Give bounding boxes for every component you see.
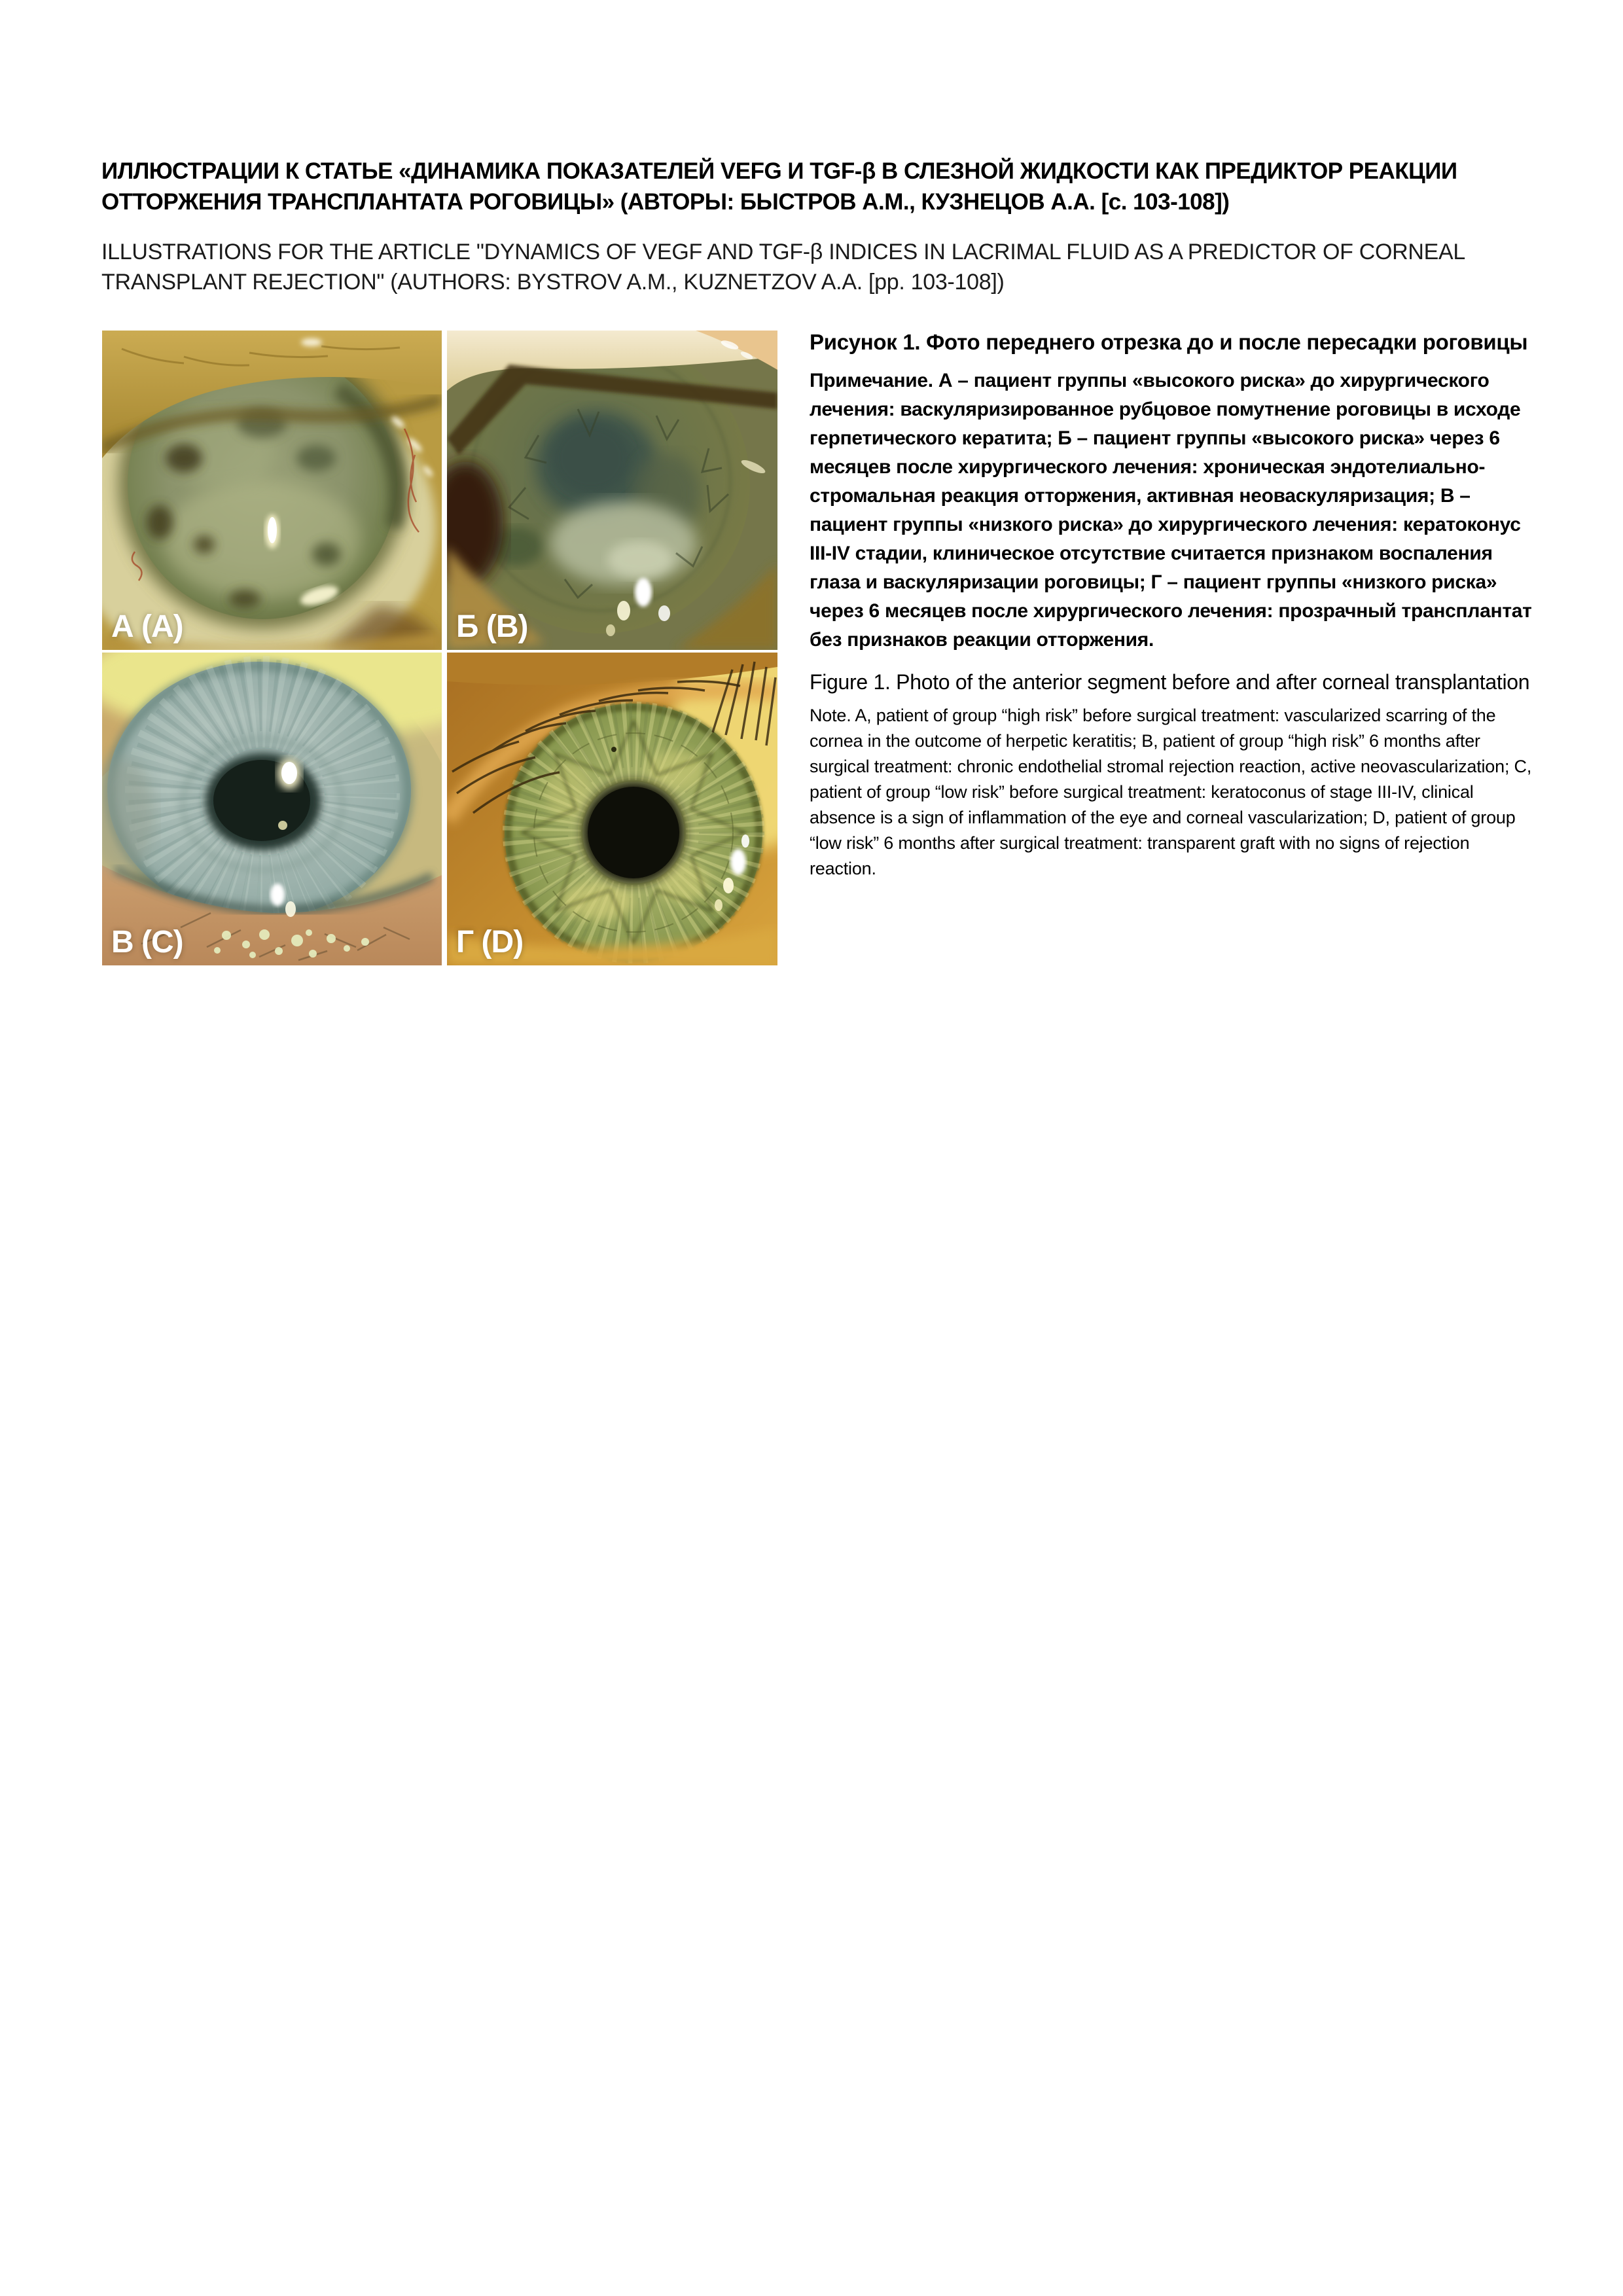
figure-1-photo-grid [102, 331, 777, 965]
photo-label-a: А (A) [111, 609, 183, 644]
title-russian-line-1: ИЛЛЮСТРАЦИИ К СТАТЬЕ «ДИНАМИКА ПОКАЗАТЕЛЕЙ VEFG И TGF-β В СЛЕЗНОЙ ЖИДКОСТИ КАК ПРЕДИКТОР РЕАКЦИИ [101, 158, 1457, 184]
photo-c [102, 653, 442, 965]
figure-1-caption [810, 327, 1535, 882]
title-english [101, 237, 1465, 297]
title-russian [101, 156, 1457, 217]
caption-note-english: Note. A, patient of group “high risk” before surgical treatment: vascularized scarring of the cornea in the outcome of herpetic keratitis; B, patient of group “high risk” 6 months after surgical treatment: chronic endothelial stromal rejection reaction, active neovascularization; C, patient of group “low risk” before surgical treatment: keratoconus of stage III-IV, clinical absence is a sign of inflammation of the eye and corneal vascularization; D, patient of group “low risk” 6 months after surgical treatment: transparent graft with no signs of rejection reaction. [810, 706, 1532, 878]
title-english-line-1: ILLUSTRATIONS FOR THE ARTICLE "DYNAMICS OF VEGF AND TGF-β INDICES IN LACRIMAL FLUID AS A PREDICTOR OF CORNEAL [101, 240, 1466, 264]
photo-label-d: Г (D) [456, 925, 524, 960]
title-english-line-2: TRANSPLANT REJECTION" (AUTHORS: BYSTROV A.M., KUZNETZOV A.A. [pp. 103-108]) [101, 270, 1005, 295]
eye-photo-d-image [447, 653, 777, 965]
photo-d [447, 653, 777, 965]
eye-photo-b-image [447, 331, 777, 650]
caption-heading-russian: Рисунок 1. Фото переднего отрезка до и после пересадки роговицы [810, 330, 1528, 354]
photo-a [102, 331, 442, 650]
photo-b [447, 331, 777, 650]
caption-heading-english: Figure 1. Photo of the anterior segment before and after corneal transplantation [810, 670, 1530, 694]
eye-photo-c-image [102, 653, 442, 965]
photo-label-b: Б (B) [456, 609, 528, 644]
caption-note-russian: Примечание. А – пациент группы «высокого риска» до хирургического лечения: васкуляризированное рубцовое помутнение роговицы в исходе герпетического кератита; Б – пациент группы «высокого риска» через 6 месяцев после хирургического лечения: хроническая эндотелиально-стромальная реакция отторжения, активная неоваскуляризация; В – пациент группы «низкого риска» до хирургического лечения: кератоконус III-IV стадии, клиническое отсутствие считается признаком воспаления глаза и васкуляризации роговицы; Г – пациент группы «низкого риска» через 6 месяцев после хирургического лечения: прозрачный трансплантат без признаков реакции отторжения. [810, 370, 1532, 651]
title-russian-line-2: ОТТОРЖЕНИЯ ТРАНСПЛАНТАТА РОГОВИЦЫ» (АВТОРЫ: БЫСТРОВ А.М., КУЗНЕЦОВ А.А. [с. 103-108]) [101, 189, 1230, 215]
photo-label-c: В (C) [111, 925, 183, 960]
eye-photo-a-image [102, 331, 442, 650]
